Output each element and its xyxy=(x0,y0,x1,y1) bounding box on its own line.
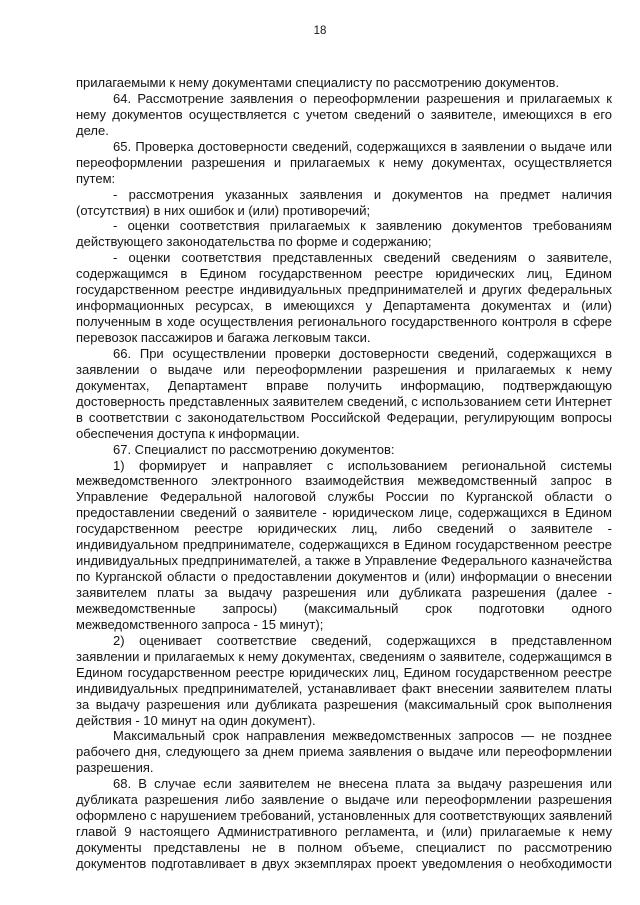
text-line: межведомственного электронного взаимодействия межведомственный запрос в xyxy=(76,473,612,489)
text-line: индивидуальных предпринимателей, а также в Управление Федерального казначейства xyxy=(76,553,612,569)
text-line: (отсутствия) в них ошибок и (или) противоречий; xyxy=(76,202,371,218)
text-line: индивидуальном предпринимателе, содержащихся в Едином государственном реестре xyxy=(76,537,612,553)
text-line: в соответствии с законодательством Российской Федерации, регулирующим вопросы xyxy=(76,409,612,425)
text-line: Управление Федеральной налоговой службы России по Курганской области о xyxy=(76,489,612,505)
text-line: действия - 10 минут на один документ). xyxy=(76,712,316,728)
text-line: документы представлены не в полном объеме, специалист по рассмотрению xyxy=(76,840,612,855)
text-line: 65. Проверка достоверности сведений, содержащихся в заявлении о выдаче или xyxy=(113,138,612,154)
text-line: путем: xyxy=(76,170,116,186)
text-line: Едином государственном реестре юридических лиц, Едином государственном реестре xyxy=(76,664,612,680)
text-line: по Курганской области о предоставлении документов и (или) информации о внесении xyxy=(76,569,612,585)
text-line: 64. Рассмотрение заявления о переоформлении разрешения и прилагаемых к xyxy=(113,90,612,106)
text-line: документах, Департамент вправе получить информацию, подтверждающую xyxy=(76,377,612,393)
text-line: Максимальный срок направления межведомственных запросов — не позднее xyxy=(113,728,612,744)
text-line: индивидуальных предпринимателей, устанавливает факт внесении заявителем платы xyxy=(76,680,612,696)
text-line: 1) формирует и направляет с использованием региональной системы xyxy=(113,457,612,473)
text-line: - оценки соответствия прилагаемых к заявлению документов требованиям xyxy=(113,218,612,234)
text-line: переоформлении разрешения и прилагаемых к нему документах, осуществляется xyxy=(76,154,612,170)
text-line: заявлении и прилагаемых к нему документах, сведениям о заявителе, содержащимся в xyxy=(76,648,612,664)
text-line: 67. Специалист по рассмотрению документов: xyxy=(113,441,395,457)
text-line: главой 9 настоящего Административного регламента, и (или) прилагаемые к нему xyxy=(76,824,612,840)
text-line: - оценки соответствия представленных сведений сведениям о заявителе, xyxy=(113,250,612,266)
text-line: рабочего дня, следующего за днем приема заявления о выдаче или переоформлении xyxy=(76,744,612,760)
text-line: перевозок пассажиров и багажа легковым такси. xyxy=(76,330,371,345)
text-line: содержащимся в Едином государственном реестре юридических лиц, Едином xyxy=(76,266,612,282)
text-line: достоверность представленных заявителем сведений, с использованием сети Интернет xyxy=(76,393,612,409)
text-line: информационных ресурсах, в имеющихся у Департамента документах и (или) xyxy=(76,298,612,314)
text-line: 66. При осуществлении проверки достоверности сведений, содержащихся в xyxy=(113,345,612,361)
text-line: 68. В случае если заявителем не внесена плата за выдачу разрешения или xyxy=(113,776,612,792)
text-line: оформлено с нарушением требований, установленных для соответствующих заявлений xyxy=(76,808,613,824)
text-line: 2) оценивает соответствие сведений, содержащихся в представленном xyxy=(113,632,612,648)
text-line: государственном реестре индивидуальных предпринимателей и других федеральных xyxy=(76,282,612,298)
text-line: межведомственного запроса - 15 минут); xyxy=(76,616,324,632)
page-number: 18 xyxy=(313,25,327,37)
text-line: - рассмотрения указанных заявления и документов на предмет наличия xyxy=(113,186,612,202)
text-line: полученным в ходе осуществления регионального государственного контроля в сфере xyxy=(76,314,612,330)
text-line: межведомственные запросы) (максимальный срок подготовки одного xyxy=(76,600,612,616)
text-line: деле. xyxy=(76,122,109,138)
text-line: нему документов осуществляется с учетом сведений о заявителе, имеющихся в его xyxy=(76,106,612,122)
text-line: за выдачу разрешения или дубликата разрешения (максимальный срок выполнения xyxy=(76,696,612,712)
text-line: предоставлении сведений о заявителе - юридическом лице, содержащихся в Едином xyxy=(76,505,612,521)
text-line: разрешения. xyxy=(76,760,154,776)
text-line: заявителем платы за выдачу разрешения или дубликата разрешения (далее - xyxy=(76,585,612,600)
text-line: прилагаемыми к нему документами специалисту по рассмотрению документов. xyxy=(76,75,560,90)
text-line: заявлении о выдаче или переоформлении разрешения и прилагаемых к нему xyxy=(76,361,612,377)
text-line: дубликата разрешения либо заявление о выдаче или переоформлении разрешения xyxy=(76,792,612,808)
text-line: обеспечения доступа к информации. xyxy=(76,425,300,441)
text-line: государственном реестре юридических лиц, либо сведений о заявителе - xyxy=(76,521,612,537)
document-text xyxy=(76,75,612,872)
text-line: документов подготавливает в двух экземплярах проект уведомления о необходимости xyxy=(76,855,612,871)
text-line: действующего законодательства по форме и содержанию; xyxy=(76,234,432,250)
